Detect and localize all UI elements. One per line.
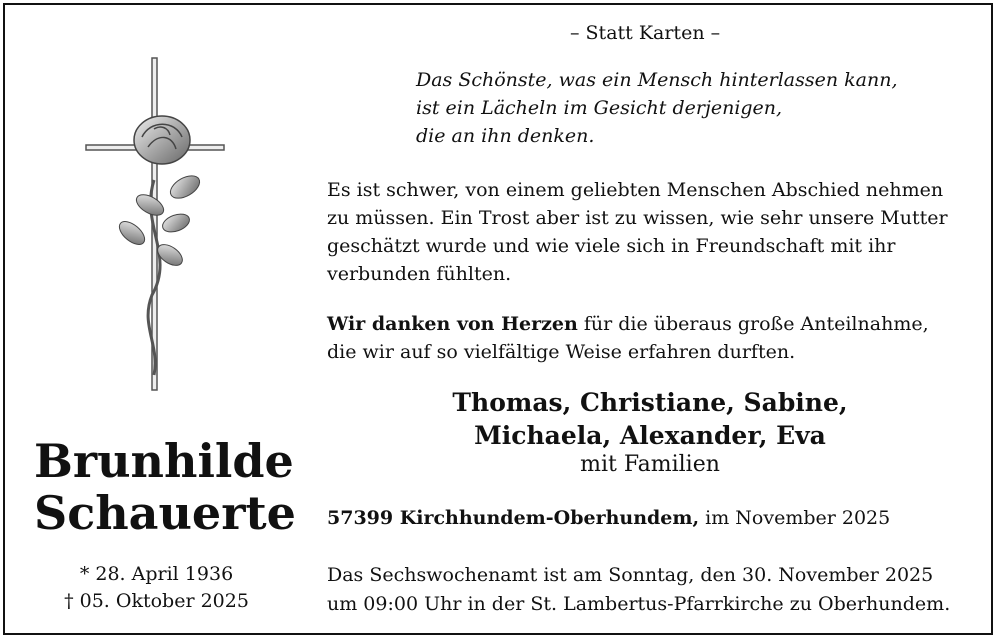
- thanks-paragraph: [327, 310, 929, 366]
- quote-line: ist ein Lächeln im Gesicht derjenigen,: [416, 97, 783, 119]
- quote-line: Das Schönste, was ein Mensch hinterlassen kann,: [416, 69, 898, 91]
- mourners-families: mit Familien: [580, 452, 720, 477]
- farewell-paragraph: [327, 176, 948, 288]
- birth-date: * 28. April 1936: [79, 563, 234, 585]
- paragraph-line: Es ist schwer, von einem geliebten Menschen Abschied nehmen: [327, 179, 944, 201]
- quote-line: die an ihn denken.: [416, 125, 595, 147]
- place-bold: 57399 Kirchhundem-Oberhundem,: [327, 507, 700, 529]
- mourners-line: Michaela, Alexander, Eva: [474, 421, 826, 450]
- place-date: [327, 507, 890, 529]
- statt-karten-heading: – Statt Karten –: [570, 22, 721, 44]
- thanks-line-1: [327, 310, 929, 338]
- paragraph-line: geschätzt wurde und wie viele sich in Freundschaft mit ihr: [327, 235, 896, 257]
- service-line: um 09:00 Uhr in der St. Lambertus-Pfarrkirche zu Oberhundem.: [327, 593, 951, 615]
- paragraph-line: verbunden fühlten.: [327, 263, 512, 285]
- thanks-line-2: die wir auf so vielfältige Weise erfahren durften.: [327, 341, 796, 363]
- quote: [416, 66, 898, 150]
- thanks-rest: für die überaus große Anteilnahme,: [577, 313, 929, 335]
- paragraph-line: zu müssen. Ein Trost aber ist zu wissen, wie sehr unsere Mutter: [327, 207, 948, 229]
- first-name: Brunhilde: [34, 434, 294, 488]
- service-line: Das Sechswochenamt ist am Sonntag, den 30. November 2025: [327, 564, 934, 586]
- death-date: † 05. Oktober 2025: [64, 590, 249, 612]
- cross-with-rose-icon: [80, 55, 230, 395]
- place-date-rest: im November 2025: [699, 507, 891, 529]
- last-name: Schauerte: [34, 486, 296, 540]
- service-notice: [327, 561, 950, 619]
- deceased-name: [34, 434, 296, 540]
- mourner-names: [440, 386, 860, 452]
- mourners-line: Thomas, Christiane, Sabine,: [452, 388, 848, 417]
- life-dates: [34, 561, 279, 615]
- thanks-bold: Wir danken von Herzen: [327, 313, 578, 335]
